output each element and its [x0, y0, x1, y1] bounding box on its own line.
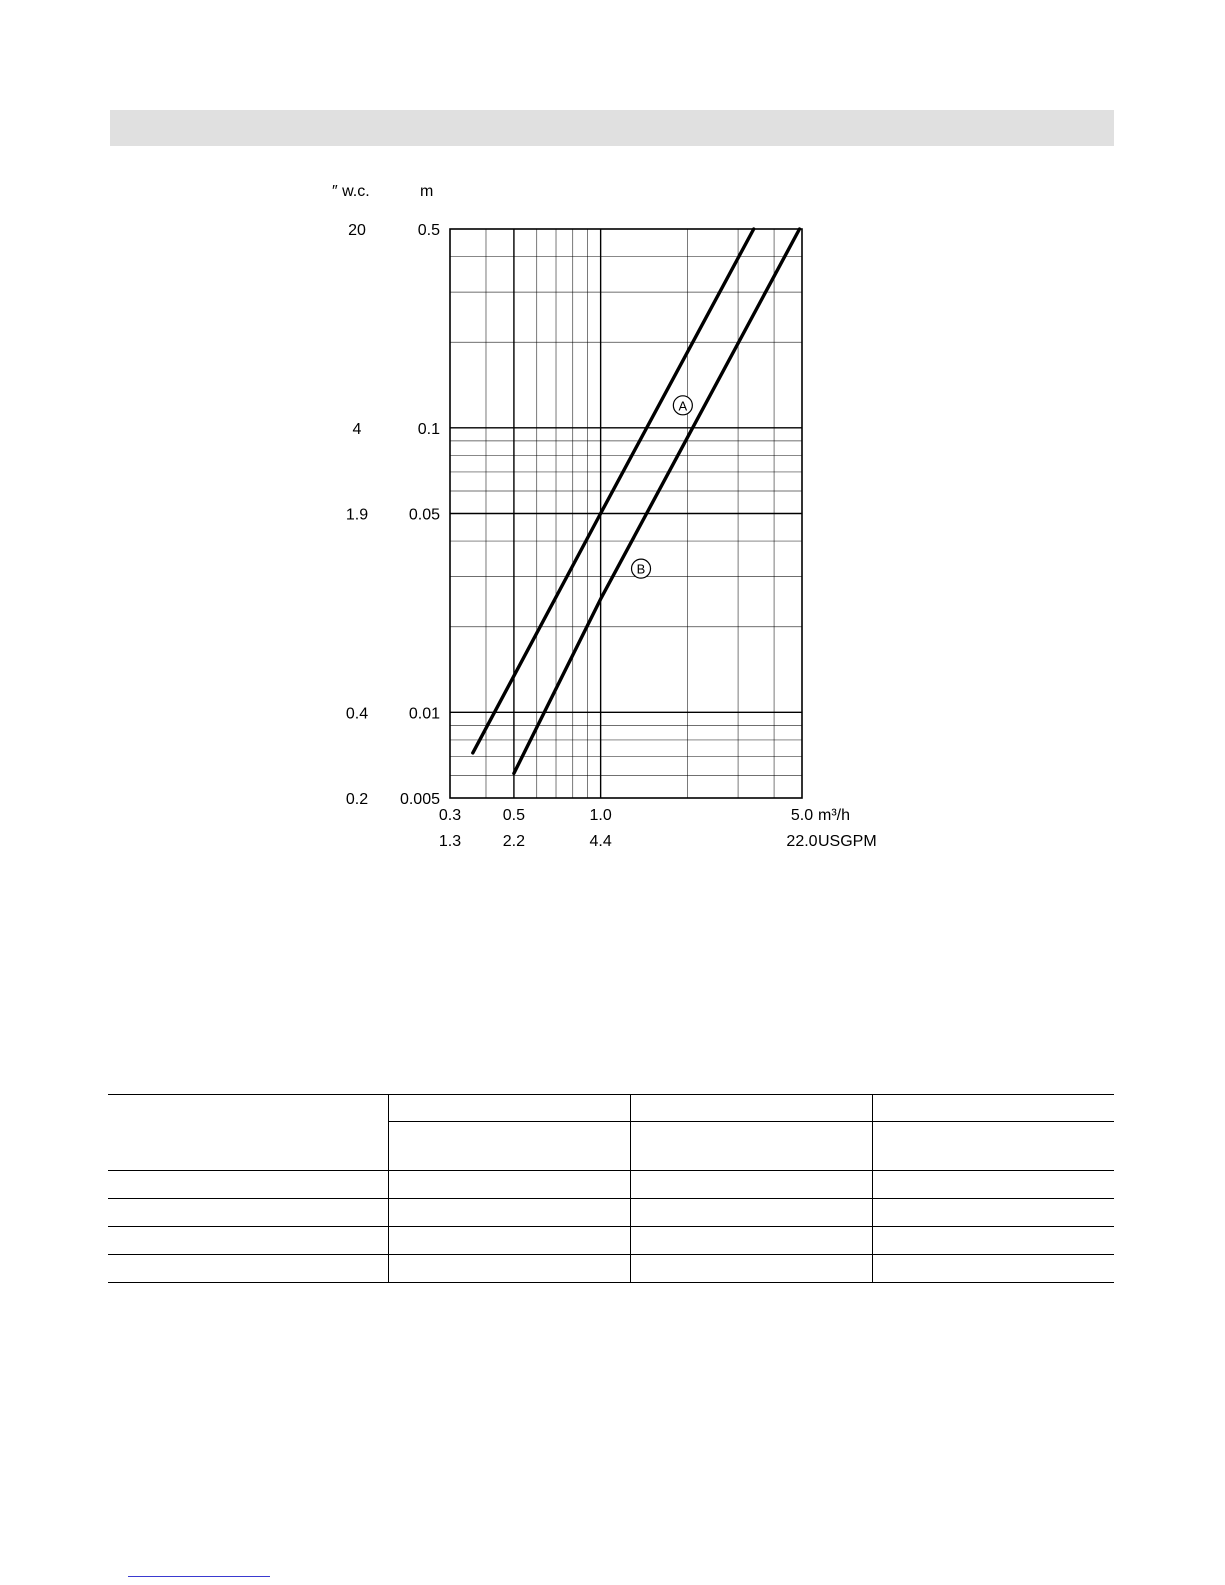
y-axis-label: m: [420, 183, 434, 200]
y-tick-label: 0.01: [408, 705, 440, 723]
x-tick-label-secondary: 22.0: [786, 833, 818, 850]
table-cell: [872, 1255, 1114, 1283]
table-cell: [108, 1255, 389, 1283]
series-label-a: A: [678, 398, 688, 414]
table-cell: [872, 1171, 1114, 1199]
table-cell: [108, 1227, 389, 1255]
table-cell: [108, 1171, 389, 1199]
y-tick-label: 0.5: [417, 222, 440, 239]
footer-link-underline[interactable]: [128, 1576, 270, 1577]
chart-grid: [450, 229, 802, 798]
table-cell: [630, 1122, 872, 1171]
chart-curves: [473, 229, 800, 773]
y-tick-label-secondary: 1.9: [345, 506, 369, 524]
table-cell: [630, 1171, 872, 1199]
x-tick-label: 0.3: [438, 807, 462, 824]
y-tick-label-secondary: 0.4: [345, 705, 369, 723]
table-header-row: [108, 1095, 1114, 1122]
x-tick-label-secondary: 2.2: [502, 833, 526, 850]
table-row: [108, 1171, 1114, 1199]
y-tick-label: 0.05: [408, 506, 440, 524]
table-cell: [389, 1255, 631, 1283]
table-cell: [872, 1199, 1114, 1227]
data-table: [108, 1094, 1114, 1283]
y-tick-label-secondary: 0.2: [345, 791, 369, 808]
table-cell: [389, 1199, 631, 1227]
y-tick-label-secondary: 20: [348, 222, 366, 239]
table-cell: [108, 1199, 389, 1227]
x-tick-label-secondary: 1.3: [438, 833, 462, 850]
table-cell: [872, 1095, 1114, 1122]
table-cell: [389, 1122, 631, 1171]
table-cell: [630, 1255, 872, 1283]
x-axis-label: m³/h: [818, 807, 850, 824]
table-cell: [630, 1095, 872, 1122]
x-axis-label-secondary: USGPM: [818, 833, 877, 850]
table-row: [108, 1255, 1114, 1283]
x-tick-label: 0.5: [502, 807, 526, 824]
x-tick-label-secondary: 4.4: [589, 833, 612, 850]
y-tick-label: 0.1: [417, 420, 440, 438]
y-axis-label-secondary: ″ w.c.: [332, 183, 370, 200]
chart-labels: [332, 183, 877, 850]
table-cell: [108, 1122, 389, 1171]
table-cell: [389, 1227, 631, 1255]
x-tick-label: 5.0: [790, 807, 814, 824]
y-tick-label: 0.005: [399, 791, 440, 808]
table-subheader-row: [108, 1122, 1114, 1171]
table-cell: [872, 1122, 1114, 1171]
table-cell: [872, 1227, 1114, 1255]
table-cell: [630, 1227, 872, 1255]
table-row: [108, 1199, 1114, 1227]
table-cell: [630, 1199, 872, 1227]
series-line-b: [514, 229, 800, 773]
table-cell: [108, 1095, 389, 1122]
series-label-b: B: [636, 561, 646, 577]
table-cell: [389, 1095, 631, 1122]
table-cell: [389, 1171, 631, 1199]
x-tick-label: 1.0: [589, 807, 612, 824]
table-row: [108, 1227, 1114, 1255]
y-tick-label-secondary: 4: [352, 420, 362, 438]
